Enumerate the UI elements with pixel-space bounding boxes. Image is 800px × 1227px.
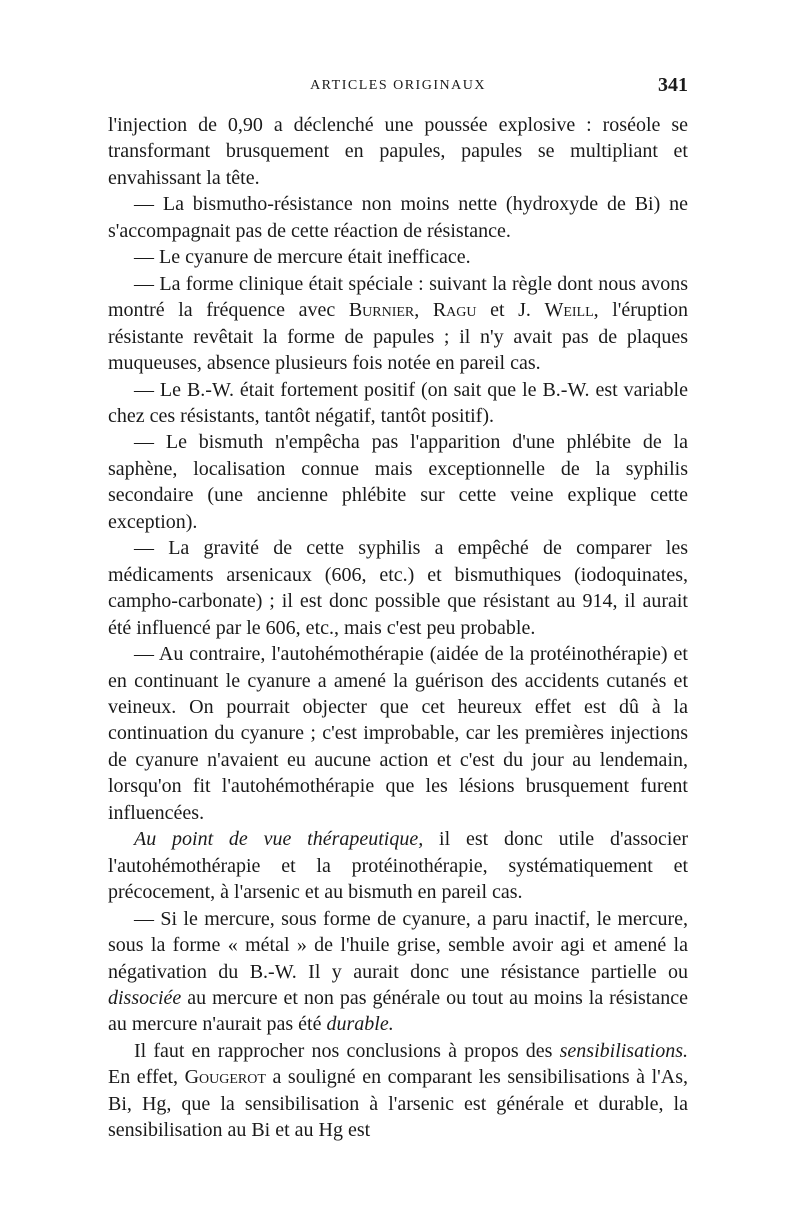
paragraph (108, 244, 688, 270)
text-run: — Si le mercure, sous forme de cyanure, a paru inactif, le mercure, sous la forme « métal » de l'huile grise, semble avoir agi et amené la négativation du B.-W. Il y aurait donc une résistance partielle ou (108, 907, 688, 983)
paragraph (108, 826, 688, 905)
text-run: au mercure et non pas générale ou tout au moins la résistance au mercure n'aurait pas été (108, 986, 688, 1036)
author-name: Burnier (348, 299, 415, 322)
text-run: — La forme clinique était spéciale : suivant la règle dont nous avons montré la fréquence avec (108, 272, 688, 322)
text-run: et J. (476, 299, 545, 322)
page-number: 341 (658, 74, 688, 96)
paragraph (108, 429, 688, 535)
text-run: , l'éruption résistante revêtait la forme de papules ; il n'y avait pas de plaques muqueuses, absence plusieurs fois notée en pareil cas. (108, 299, 689, 375)
paragraph (108, 191, 688, 244)
author-name: Ragu (432, 299, 477, 322)
paragraph (108, 1038, 688, 1144)
paragraph (108, 271, 688, 377)
text-run: — La gravité de cette syphilis a empêché de comparer les médicaments arsenicaux (606, etc.) et bismuthiques (iodoquinates, campho-carbonate) ; il est donc possible que résistant au 914, il aurait été influencé par le 606, etc., mais c'est peu probable. (108, 537, 688, 639)
text-run: a souligné en comparant les sensibilisations à l'As, Bi, Hg, que la sensibilisation à l'arsenic est générale et durable, la sensibilisation au Bi et au Hg est (108, 1066, 688, 1142)
text-run: En effet, (108, 1066, 185, 1089)
emphasis-text: Au point de vue thérapeutique, (134, 828, 424, 851)
text-run: — Le cyanure de mercure était inefficace. (134, 246, 471, 269)
paragraph (108, 535, 688, 641)
article-body (108, 112, 688, 1144)
emphasis-text: durable. (326, 1013, 394, 1036)
emphasis-text: dissociée (108, 986, 182, 1009)
paragraph (108, 641, 688, 826)
text-run: — Le B.-W. était fortement positif (on sait que le B.-W. est variable chez ces résistants, tantôt négatif, tantôt positif). (108, 378, 688, 427)
emphasis-text: sensibilisations. (559, 1039, 688, 1062)
text-run: il est donc utile d'associer l'autohémothérapie et la protéinothérapie, systématiquement et précocement, à l'arsenic et au bismuth en pareil cas. (108, 828, 688, 904)
running-title: ARTICLES ORIGINAUX (310, 78, 486, 93)
text-run: Il faut en rapprocher nos conclusions à propos des (134, 1039, 560, 1062)
text-run: — Le bismuth n'empêcha pas l'apparition d'une phlébite de la saphène, localisation connue mais exceptionnelle de la syphilis secondaire (une ancienne phlébite sur cette veine explique cette exception). (108, 431, 688, 533)
text-run: — La bismutho-résistance non moins nette (hydroxyde de Bi) ne s'accompagnait pas de cette réaction de résistance. (108, 193, 688, 242)
paragraph (108, 112, 688, 191)
paragraph (108, 906, 688, 1038)
paragraph (108, 377, 688, 430)
text-run: l'injection de 0,90 a déclenché une poussée explosive : roséole se transformant brusquement en papules, papules se multipliant et envahissant la tête. (108, 114, 688, 189)
text-run: , (414, 299, 433, 322)
running-head (108, 74, 688, 102)
author-name: Gougerot (184, 1066, 266, 1089)
author-name: Weill (544, 299, 594, 322)
text-run: — Au contraire, l'autohémothérapie (aidée de la protéinothérapie) et en continuant le cyanure a amené la guérison des accidents cutanés et veineux. On pourrait objecter que cet heureux effet est dû à la continuation du cyanure ; c'est improbable, car les premières injections de cyanure n'avaient eu aucune action et c'est du jour au lendemain, lorsqu'on fit l'autohémothérapie que les lésions brusquement furent influencées. (108, 643, 688, 824)
